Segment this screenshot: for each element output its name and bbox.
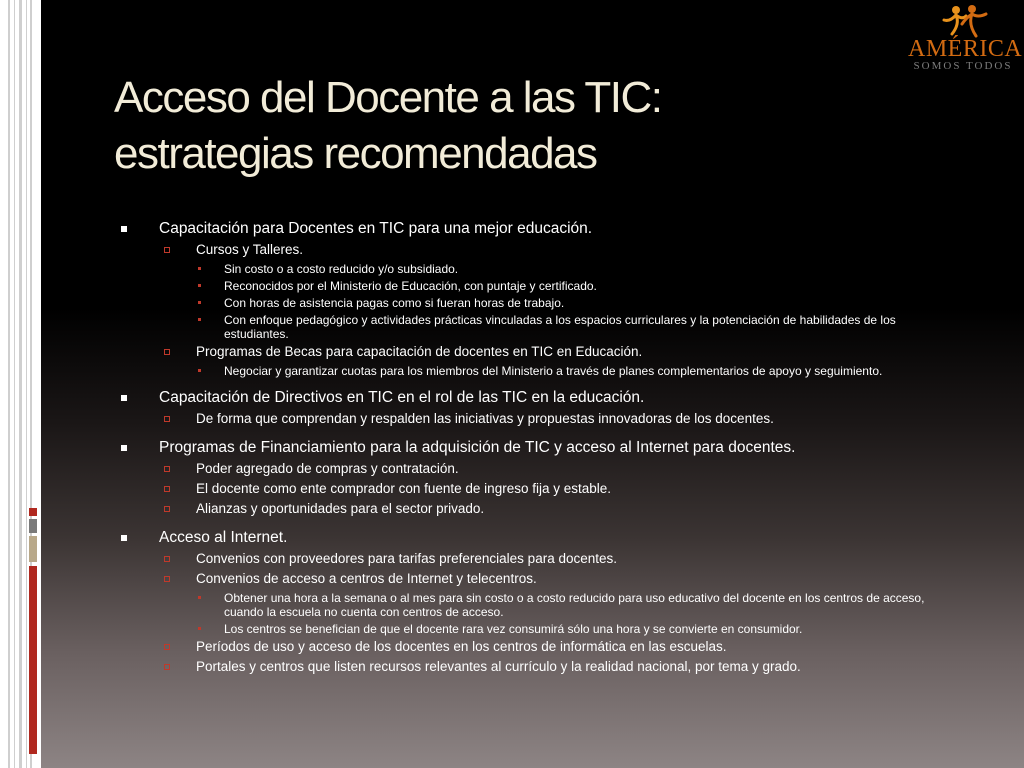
bullet-text: Con horas de asistencia pagas como si fueran horas de trabajo. <box>224 296 565 310</box>
small-square-bullet-icon <box>198 627 201 630</box>
left-decoration-strip <box>0 0 41 768</box>
bullet-level-1 <box>118 528 948 548</box>
bullet-level-1 <box>118 438 948 458</box>
bullet-level-2 <box>118 570 948 588</box>
logo-name: AMÉRICA <box>908 36 1023 62</box>
bullet-level-1 <box>118 219 948 239</box>
slide-title-line-1: Acceso del Docente a las TIC: <box>114 73 662 122</box>
bullet-text: Capacitación para Docentes en TIC para una mejor educación. <box>159 220 593 237</box>
bullet-text: Alianzas y oportunidades para el sector privado. <box>196 501 485 516</box>
bullet-text: Cursos y Talleres. <box>196 242 304 257</box>
slide-title <box>114 70 794 182</box>
bullet-level-3 <box>118 364 948 378</box>
bullet-text: Con enfoque pedagógico y actividades prácticas vinculadas a los espacios curriculares y la potenciación de habilidades de los estudiantes. <box>224 313 896 341</box>
bullet-level-3 <box>118 313 948 341</box>
hollow-square-bullet-icon <box>164 576 170 582</box>
bullet-level-2 <box>118 550 948 568</box>
small-square-bullet-icon <box>198 301 201 304</box>
bullet-level-3 <box>118 591 948 619</box>
bullet-level-3 <box>118 622 948 636</box>
bullet-text: Programas de Financiamiento para la adquisición de TIC y acceso al Internet para docentes. <box>159 439 796 456</box>
small-square-bullet-icon <box>198 596 201 599</box>
bullet-text: El docente como ente comprador con fuente de ingreso fija y estable. <box>196 481 611 496</box>
square-bullet-icon <box>121 445 127 451</box>
hollow-square-bullet-icon <box>164 247 170 253</box>
bullet-level-3 <box>118 279 948 293</box>
hollow-square-bullet-icon <box>164 486 170 492</box>
hollow-square-bullet-icon <box>164 466 170 472</box>
bullet-level-2 <box>118 500 948 518</box>
decorative-block-tan <box>29 536 37 562</box>
bullet-text: Reconocidos por el Ministerio de Educación, con puntaje y certificado. <box>224 279 597 293</box>
decorative-block-red <box>29 508 37 516</box>
bullet-text: Obtener una hora a la semana o al mes para sin costo o a costo reducido para uso educativo del docente en los centros de acceso, cuando la escuela no cuenta con centros de acceso. <box>224 591 925 619</box>
bullet-text: Convenios de acceso a centros de Internet y telecentros. <box>196 571 537 586</box>
america-logo <box>908 4 1023 72</box>
square-bullet-icon <box>121 226 127 232</box>
bullet-text: De forma que comprendan y respalden las iniciativas y propuestas innovadoras de los docentes. <box>196 411 774 426</box>
hollow-square-bullet-icon <box>164 506 170 512</box>
bullet-level-2 <box>118 241 948 259</box>
small-square-bullet-icon <box>198 318 201 321</box>
small-square-bullet-icon <box>198 369 201 372</box>
bullet-text: Períodos de uso y acceso de los docentes en los centros de informática en las escuelas. <box>196 639 727 654</box>
slide-title-line-2: estrategias recomendadas <box>114 129 597 178</box>
bullet-level-1 <box>118 388 948 408</box>
bullet-text: Programas de Becas para capacitación de docentes en TIC en Educación. <box>196 344 643 359</box>
square-bullet-icon <box>121 395 127 401</box>
bullet-text: Convenios con proveedores para tarifas preferenciales para docentes. <box>196 551 617 566</box>
hollow-square-bullet-icon <box>164 644 170 650</box>
decorative-block-red-long <box>29 566 37 754</box>
square-bullet-icon <box>121 535 127 541</box>
logo-tagline: SOMOS TODOS <box>913 60 1013 72</box>
bullet-text: Portales y centros que listen recursos relevantes al currículo y la realidad nacional, por tema y grado. <box>196 659 801 674</box>
hollow-square-bullet-icon <box>164 349 170 355</box>
bullet-text: Negociar y garantizar cuotas para los miembros del Ministerio a través de planes complementarios de apoyo y seguimiento. <box>224 364 883 378</box>
bullet-level-2 <box>118 460 948 478</box>
bullet-text: Poder agregado de compras y contratación. <box>196 461 459 476</box>
decorative-block-gray <box>29 519 37 533</box>
bullet-level-3 <box>118 296 948 310</box>
hollow-square-bullet-icon <box>164 416 170 422</box>
hollow-square-bullet-icon <box>164 556 170 562</box>
bullet-level-2 <box>118 658 948 676</box>
bullet-level-2 <box>118 638 948 656</box>
bullet-text: Acceso al Internet. <box>159 529 288 546</box>
bullet-text: Los centros se benefician de que el docente rara vez consumirá sólo una hora y se convierte en consumidor. <box>224 622 803 636</box>
bullet-level-3 <box>118 262 948 276</box>
bullet-level-2 <box>118 410 948 428</box>
bullet-text: Sin costo o a costo reducido y/o subsidiado. <box>224 262 459 276</box>
bullet-level-2 <box>118 343 948 361</box>
bullet-text: Capacitación de Directivos en TIC en el rol de las TIC en la educación. <box>159 389 645 406</box>
bullet-level-2 <box>118 480 948 498</box>
hollow-square-bullet-icon <box>164 664 170 670</box>
bullet-list <box>118 219 948 676</box>
small-square-bullet-icon <box>198 267 201 270</box>
small-square-bullet-icon <box>198 284 201 287</box>
